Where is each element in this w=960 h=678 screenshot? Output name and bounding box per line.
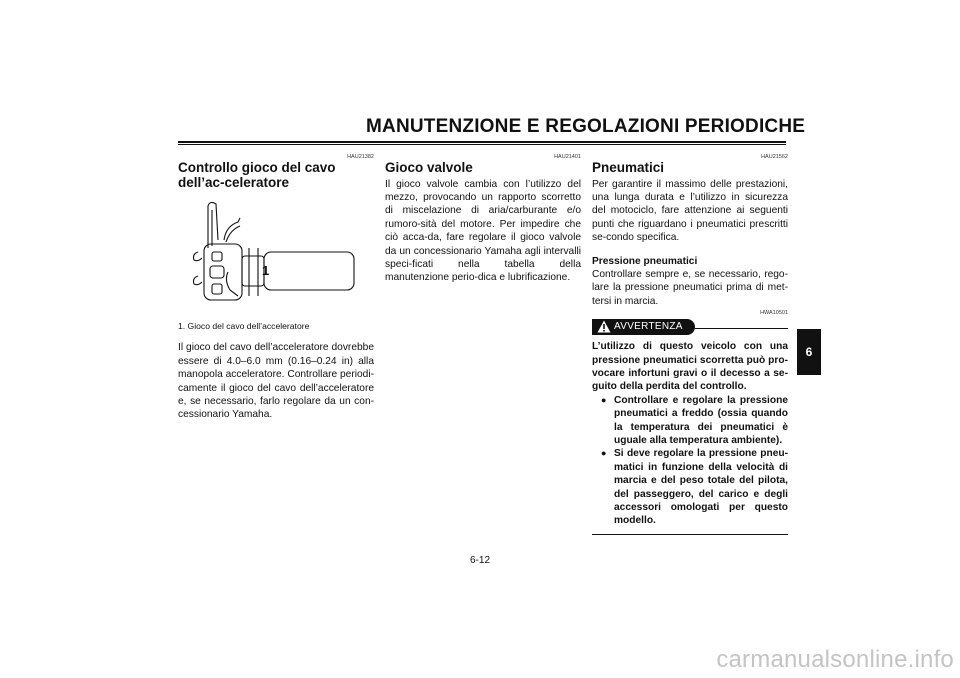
warning-triangle-icon <box>597 320 611 333</box>
warning-bottom-rule <box>592 534 788 535</box>
warning-text: L’utilizzo di questo veicolo con una pressione pneumatici scorretta può pro-vocare infortuni gravi o il decesso a se-guito della perdita del controllo. <box>592 341 788 393</box>
warning-header <box>592 319 788 335</box>
page-number: 6-12 <box>469 555 490 566</box>
section-code: HAU21562 <box>761 154 788 160</box>
throttle-grip-drawing <box>178 200 374 314</box>
warning-badge <box>592 319 695 335</box>
section-body: Il gioco valvole cambia con l’utilizzo del mezzo, provocando un rapporto scorretto di miscelazione di aria/carburante e/o rumoro-sità del motore. Per impedire che ciò acca-da, fare regolare il gioco valvole da un concessionario Yamaha agli intervalli speci-ficati nella tabella della manutenzione perio-dica e lubrificazione. <box>385 178 581 284</box>
figure-caption: 1. Gioco del cavo dell’acceleratore <box>178 321 310 331</box>
section-title: Gioco valvole <box>385 160 473 175</box>
section-body: Per garantire il massimo delle prestazioni, una lunga durata e l’utilizzo in sicurezza del motociclo, fare attenzione ai seguenti punti che riguardano i pneumatici prescritti se-condo specifica. <box>592 178 788 244</box>
figure-callout: 1 <box>262 263 270 278</box>
column-tires <box>592 150 788 535</box>
column-valves <box>385 150 581 285</box>
section-code: HAU21382 <box>347 154 374 160</box>
section-body: Il gioco del cavo dell’acceleratore dovrebbe essere di 4.0–6.0 mm (0.16–0.24 in) alla manopola acceleratore. Controllare periodi-camente il gioco del cavo dell’acceleratore e, se necessario, farlo regolare da un con-cessionario Yamaha. <box>178 342 374 421</box>
subsection-body: Controllare sempre e, se necessario, rego-lare la pressione pneumatici prima di met-tersi in marcia. <box>592 268 788 307</box>
section-title: Pneumatici <box>592 160 665 175</box>
section-code: HAU21401 <box>554 154 581 160</box>
warning-code: HWA10501 <box>760 310 788 317</box>
warning-bullets <box>592 394 788 528</box>
header-rule <box>178 141 786 143</box>
chapter-tab: 6 <box>797 329 821 375</box>
list-item: ● Controllare e regolare la pressione pneumatici a freddo (ossia quando la temperatura dei pneumatici è uguale alla temperatura ambiente). <box>592 394 788 448</box>
subheading: Pressione pneumatici <box>592 255 698 267</box>
list-item: ● Si deve regolare la pressione pneu-matici in funzione della velocità di marcia e del peso totale del pilota, del passeggero, del carico e degli accessori omologati per questo modello. <box>592 447 788 527</box>
throttle-illustration <box>178 200 374 314</box>
header-rule-thin <box>178 144 786 145</box>
watermark: carmanualsonline.info <box>716 646 954 673</box>
warning-rule <box>695 328 788 329</box>
page-title: MANUTENZIONE E REGOLAZIONI PERIODICHE <box>366 116 806 137</box>
warning-label: AVVERTENZA <box>614 321 683 333</box>
section-title: Controllo gioco del cavo dell’ac-celeratore <box>178 160 336 190</box>
column-throttle <box>178 150 374 422</box>
